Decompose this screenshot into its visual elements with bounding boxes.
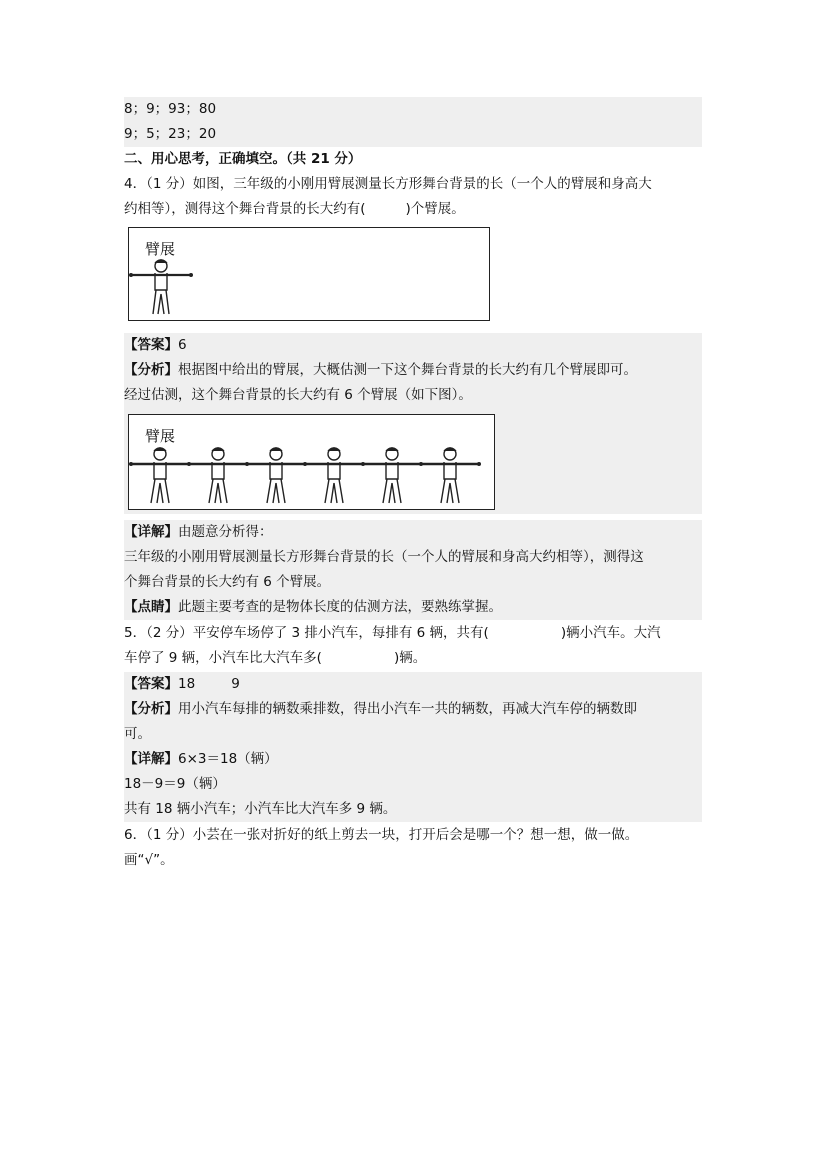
section-heading: 二、用心思考，正确填空。（共 21 分）	[124, 151, 362, 167]
person-figure-1	[151, 448, 169, 503]
armspan-dot	[129, 462, 133, 466]
q5-detail-line2: 18－9＝9（辆）	[124, 772, 702, 797]
q5-answer-1: 18	[178, 676, 196, 692]
q4-figure2-label: 臂展	[145, 427, 176, 445]
answer-line-1: 8；9；93；80	[124, 97, 702, 122]
q5-text-line2	[124, 646, 702, 671]
q4-text-line2	[124, 197, 702, 222]
q4-point-line	[124, 595, 702, 620]
person-figure-3	[267, 448, 285, 503]
q4-figure-label: 臂展	[145, 240, 176, 258]
q4-answer-value: 6	[178, 337, 187, 353]
q4-figure2	[128, 414, 495, 510]
q5-text-line1-a: 5．（2 分）平安停车场停了 3 排小汽车，每排有 6 辆，共有(	[124, 625, 489, 641]
q5-analysis-text: 用小汽车每排的辆数乘排数，得出小汽车一共的辆数，再减大汽车停的辆数即	[178, 701, 637, 717]
q5-detail-line	[124, 747, 702, 772]
q5-text-line1-b: )辆小汽车。大汽	[560, 625, 661, 641]
q4-answer-tag: 【答案】	[124, 337, 178, 353]
q5-detail-text: 6×3＝18（辆）	[178, 751, 278, 767]
q5-detail-tag: 【详解】	[124, 751, 178, 767]
q4-detail-line3: 个舞台背景的长大约有 6 个臂展。	[124, 570, 702, 595]
armspan-dot	[419, 462, 423, 466]
q5-text-line2-b: )辆。	[393, 650, 427, 666]
q4-analysis-tag: 【分析】	[124, 362, 178, 378]
armspan-dot	[303, 462, 307, 466]
q4-analysis-line	[124, 358, 702, 383]
q6-text-line1: 6．（1 分）小芸在一张对折好的纸上剪去一块，打开后会是哪一个？想一想，做一做。	[124, 827, 639, 843]
q4-text-line2-a: 约相等），测得这个舞台背景的长大约有(	[124, 201, 366, 217]
person-figure-2	[209, 448, 227, 503]
q4-text-line1: 4．（1 分）如图，三年级的小刚用臂展测量长方形舞台背景的长（一个人的臂展和身高大	[124, 176, 652, 192]
armspan-dot	[361, 462, 365, 466]
person-figure-6	[441, 448, 459, 503]
q5-text-line1	[124, 621, 702, 646]
armspan-dot	[187, 462, 191, 466]
person-figure-4	[325, 448, 343, 503]
q5-text-line2-a: 车停了 9 辆，小汽车比大汽车多(	[124, 650, 322, 666]
q4-text-line2-b: )个臂展。	[405, 201, 465, 217]
q4-figure	[128, 227, 490, 321]
person-figure-5	[383, 448, 401, 503]
answer-line-2: 9；5；23；20	[124, 122, 702, 147]
q5-analysis-line2: 可。	[124, 722, 702, 747]
q5-analysis-line	[124, 697, 702, 722]
q5-detail-line3: 共有 18 辆小汽车；小汽车比大汽车多 9 辆。	[124, 797, 702, 822]
q4-analysis-text: 根据图中给出的臂展，大概估测一下这个舞台背景的长大约有几个臂展即可。	[178, 362, 637, 378]
q4-point-text: 此题主要考查的是物体长度的估测方法，要熟练掌握。	[178, 599, 502, 615]
q5-answer-line	[124, 672, 702, 697]
armspan-dot	[477, 462, 481, 466]
armspan-dot	[245, 462, 249, 466]
q4-analysis-line2: 经过估测，这个舞台背景的长大约有 6 个臂展（如下图）。	[124, 383, 702, 408]
q4-point-tag: 【点睛】	[124, 599, 178, 615]
q4-detail-line2: 三年级的小刚用臂展测量长方形舞台背景的长（一个人的臂展和身高大约相等），测得这	[124, 545, 702, 570]
q5-answer-tag: 【答案】	[124, 676, 178, 692]
q4-detail-line	[124, 520, 702, 545]
q6-text-line2: 画“√”。	[124, 852, 174, 868]
armspan-row	[129, 445, 491, 507]
q4-detail-text: 由题意分析得：	[178, 524, 273, 540]
q4-answer-line	[124, 333, 702, 358]
q5-analysis-tag: 【分析】	[124, 701, 178, 717]
person-armspan-figure	[131, 258, 191, 318]
q4-detail-tag: 【详解】	[124, 524, 178, 540]
q5-answer-2: 9	[231, 676, 240, 692]
